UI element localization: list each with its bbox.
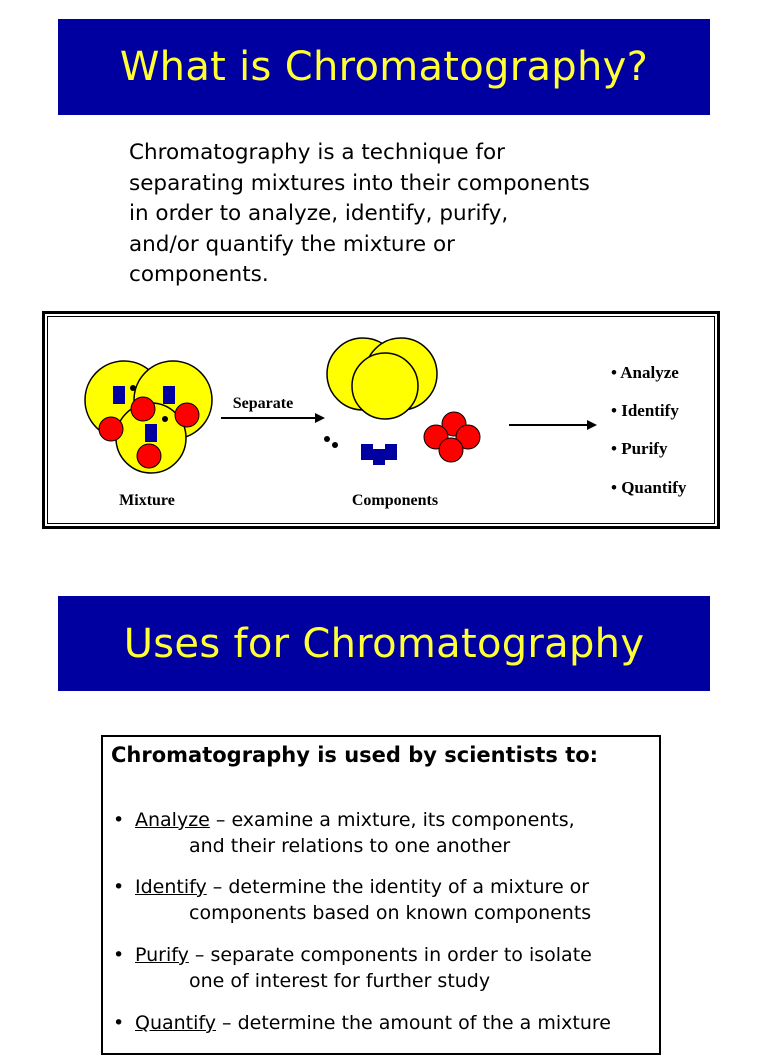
separate-arrow-head	[315, 413, 325, 423]
outcome-analyze: • Analyze	[611, 363, 679, 382]
use-description-continued: and their relations to one another	[189, 835, 511, 857]
mixture-red-circle	[175, 403, 199, 427]
component-yellow-circle	[352, 353, 418, 419]
component-red-circle	[439, 438, 463, 462]
intro-line: components.	[129, 262, 269, 288]
component-blue-square	[361, 444, 373, 460]
use-description-continued: one of interest for further study	[189, 970, 491, 992]
components-illustration	[324, 338, 480, 465]
separate-label: Separate	[232, 395, 294, 412]
mixture-blue-square	[145, 424, 157, 442]
mixture-blue-square	[163, 386, 175, 404]
outcome-quantify: • Quantify	[611, 478, 687, 497]
mixture-red-circle	[99, 417, 123, 441]
mixture-illustration	[85, 361, 212, 473]
mixture-black-dot	[130, 385, 136, 391]
use-term: Identify	[135, 876, 207, 898]
diagram-graphic	[45, 314, 723, 532]
bullet: •	[113, 876, 125, 898]
intro-line: Chromatography is a technique for	[129, 140, 505, 165]
use-item-purify	[113, 942, 592, 994]
intro-line: and/or quantify the mixture or	[129, 231, 455, 257]
outcome-purify: • Purify	[611, 439, 668, 458]
mixture-red-circle	[137, 444, 161, 468]
slide1-title-banner	[58, 19, 710, 115]
use-item-analyze	[113, 807, 575, 859]
uses-heading: Chromatography is used by scientists to:	[111, 743, 599, 767]
slide1-title: What is Chromatography?	[119, 44, 649, 90]
component-black-dot	[324, 436, 330, 442]
use-item-identify	[113, 874, 591, 926]
component-blue-square	[385, 444, 397, 460]
bullet: •	[113, 944, 125, 966]
component-blue-square	[373, 449, 385, 465]
use-description: – separate components in order to isolate	[188, 944, 592, 966]
use-description-continued: components based on known components	[189, 902, 592, 924]
use-description: – examine a mixture, its components,	[209, 809, 575, 831]
bullet: •	[113, 1012, 125, 1034]
outcome-identify: • Identify	[611, 401, 679, 420]
output-arrow-head	[587, 420, 597, 430]
intro-line: separating mixtures into their components	[129, 170, 590, 196]
mixture-label: Mixture	[119, 492, 175, 509]
slide2-title-banner	[58, 596, 710, 691]
mixture-black-dot	[162, 416, 168, 422]
use-term: Purify	[135, 944, 189, 966]
slide2-title: Uses for Chromatography	[123, 620, 645, 667]
use-term: Quantify	[135, 1012, 217, 1034]
uses-box	[101, 735, 661, 1055]
intro-line: in order to analyze, identify, purify,	[129, 201, 509, 227]
intro-paragraph	[129, 138, 689, 291]
components-label: Components	[351, 492, 439, 509]
use-description: – determine the amount of the a mixture	[216, 1012, 611, 1034]
mixture-blue-square	[113, 386, 125, 404]
bullet: •	[113, 809, 125, 831]
use-description: – determine the identity of a mixture or	[206, 876, 590, 898]
separation-diagram	[42, 311, 720, 529]
component-black-dot	[332, 442, 338, 448]
mixture-red-circle	[131, 397, 155, 421]
use-term: Analyze	[135, 809, 210, 831]
use-item-quantify	[113, 1010, 611, 1036]
